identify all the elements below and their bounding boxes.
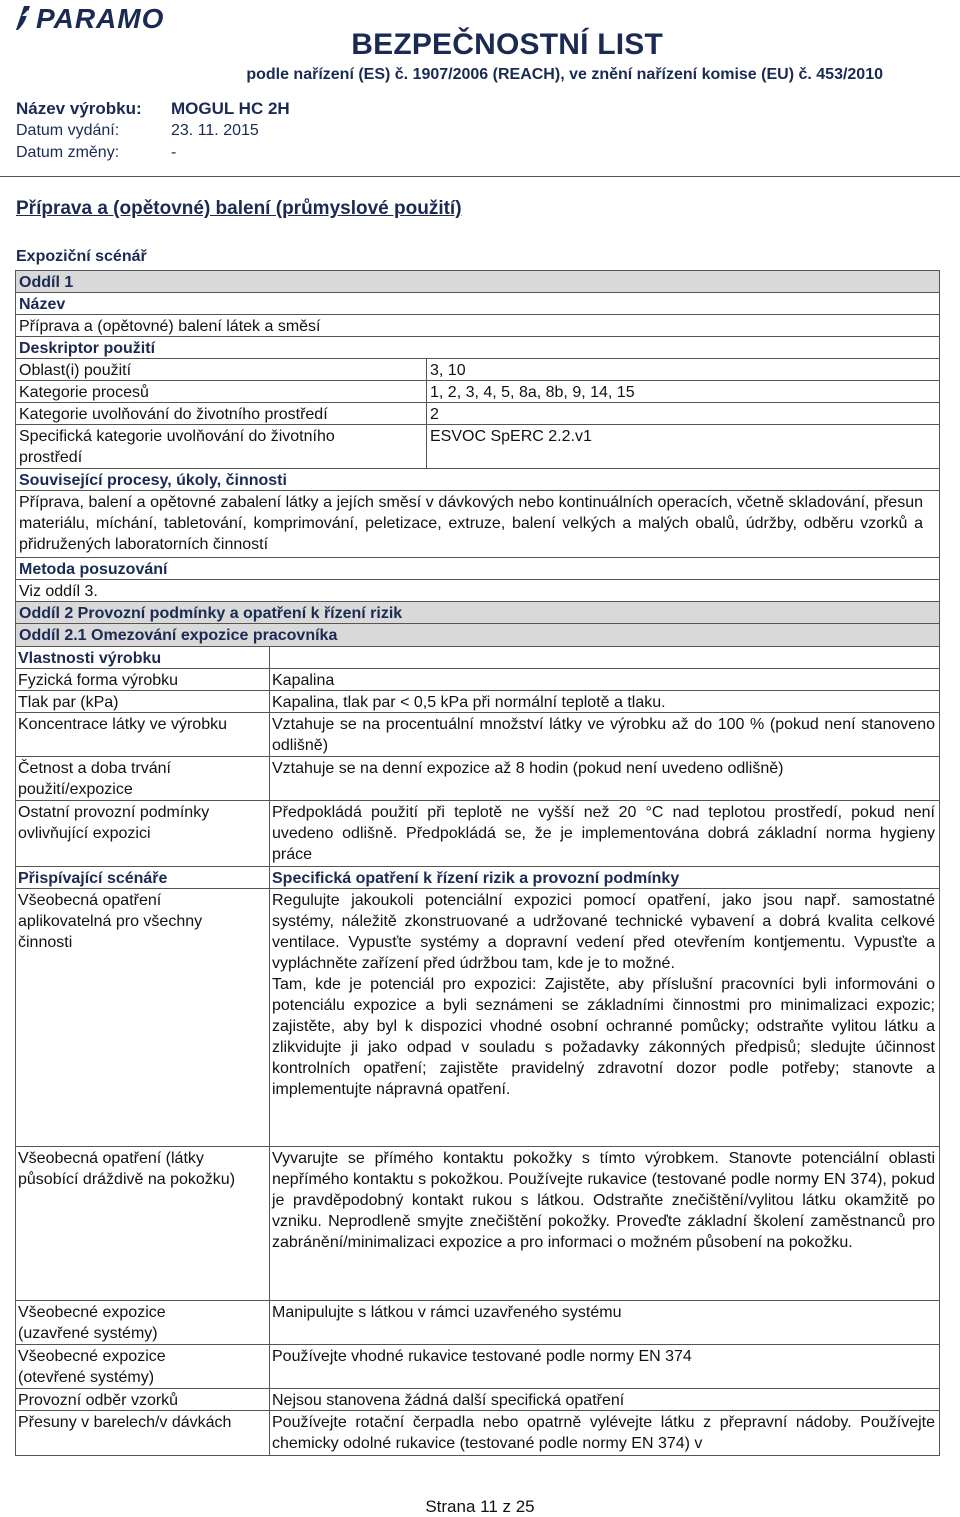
process-category-label: Kategorie procesů <box>19 384 149 401</box>
general-measures-label: Všeobecná opatření aplikovatelná pro všechny činnosti <box>18 892 203 951</box>
sampling-text: Nejsou stanovena žádná další specifická opatření <box>269 1389 939 1410</box>
change-date-label: Datum změny: <box>16 144 120 161</box>
table-row <box>15 1345 940 1389</box>
table-row <box>15 1411 940 1456</box>
transfers-text: Používejte rotační čerpadla nebo opatrně vylévejte látku z přepravní nádoby. Používejte chemicky odolné rukavice (testované podle normy EN 374) v <box>269 1411 939 1455</box>
properties-empty-cell <box>269 647 939 668</box>
part2-heading: Oddíl 2 Provozní podmínky a opatření k řízení rizik <box>19 605 403 622</box>
part2-subheading-row <box>15 624 940 647</box>
use-area-label: Oblast(i) použití <box>19 362 132 379</box>
method-label-row <box>15 558 940 580</box>
release-category-label: Kategorie uvolňování do životního prostředí <box>19 406 328 423</box>
table-row <box>15 691 940 713</box>
open-systems-text: Používejte vhodné rukavice testované podle normy EN 374 <box>269 1345 939 1388</box>
skin-measures-text: Vyvarujte se přímého kontaktu pokožky s tímto výrobkem. Stanovte potenciální oblasti nepřímého kontaktu s pokožkou. Používejte rukavice (testované podle normy EN 374), pokud je pravděpodobný kontakt rukou s látkou. Odstraňte znečištění/vylitou látku okamžitě po vzniku. Neprodleně smyjte znečištění pokožky. Proveďte základní školení zaměstnanců pro zabránění/minimalizaci expozice a pro informaci o možném působení na pokožku. <box>269 1147 939 1300</box>
table-row <box>15 1301 940 1345</box>
skin-measures-label: Všeobecná opatření (látky působící dráždivě na pokožku) <box>18 1150 236 1188</box>
table-row <box>15 713 940 757</box>
specific-release-label: Specifická kategorie uvolňování do životního prostředí <box>19 428 335 466</box>
method-value-row <box>15 580 940 602</box>
closed-systems-label: Všeobecné expozice (uzavřené systémy) <box>18 1304 166 1342</box>
scenario-label: Expoziční scénář <box>16 248 147 265</box>
general-measures-text-2: Tam, kde je potenciál pro expozici: Zajistěte, aby příslušní pracovníci byli informováni o potenciálu expozice a byli seznámeni se základními činnostmi pro minimalizaci expozic; zajistěte, aby byl k dispozici vhodné osobní ochranné pomůcky; odstraňte vylitou látku a zlikvidujte ji jako odpad v souladu s požadavky zákonných předpisů; sledujte účinnost kontrolních opatření; zajistěte pravidelný zdravotní dozor podle potřeby; stanovte a implementujte nápravná opatření. <box>272 976 935 1098</box>
vapour-pressure-value: Kapalina, tlak par < 0,5 kPa při normální teplotě a tlaku. <box>269 691 939 712</box>
related-label-row <box>15 469 940 491</box>
table-row <box>15 757 940 801</box>
table-row <box>15 359 940 381</box>
issue-date-label: Datum vydání: <box>16 122 120 139</box>
table-row <box>15 801 940 867</box>
change-date-row <box>16 142 290 164</box>
release-category-value: 2 <box>426 403 939 424</box>
table-row <box>15 669 940 691</box>
method-label: Metoda posuzování <box>19 561 168 578</box>
issue-date-value: 23. 11. 2015 <box>171 122 259 139</box>
part2-heading-row <box>15 602 940 624</box>
sampling-label: Provozní odběr vzorků <box>18 1392 179 1409</box>
concentration-label: Koncentrace látky ve výrobku <box>18 716 227 733</box>
header-divider <box>0 176 960 177</box>
open-systems-label: Všeobecné expozice (otevřené systémy) <box>18 1348 166 1386</box>
specific-release-value: ESVOC SpERC 2.2.v1 <box>426 425 939 468</box>
table-row <box>15 1147 940 1301</box>
logo-text: PARAMO <box>36 3 165 34</box>
properties-label: Vlastnosti výrobku <box>18 650 162 667</box>
general-measures-cell <box>269 889 939 1146</box>
name-label-row <box>15 293 940 315</box>
part2-subheading: Oddíl 2.1 Omezování expozice pracovníka <box>19 627 338 644</box>
change-date-value: - <box>171 144 177 161</box>
concentration-value: Vztahuje se na procentuální množství látky ve výrobku až do 100 % (pokud není stanoveno odlišně) <box>269 713 939 756</box>
exposure-scenario-table <box>15 270 940 1456</box>
product-row <box>16 98 290 120</box>
closed-systems-text: Manipulujte s látkou v rámci uzavřeného systému <box>269 1301 939 1344</box>
properties-label-row <box>15 647 940 669</box>
contributing-label: Přispívající scénáře <box>18 870 168 887</box>
contributing-header-row <box>15 867 940 889</box>
process-category-value: 1, 2, 3, 4, 5, 8a, 8b, 9, 14, 15 <box>426 381 939 402</box>
name-value-row <box>15 315 940 337</box>
document-title: BEZPEČNOSTNÍ LIST <box>351 28 663 61</box>
part1-heading-row <box>15 270 940 293</box>
table-row <box>15 381 940 403</box>
related-label: Související procesy, úkoly, činnosti <box>19 472 287 489</box>
frequency-value: Vztahuje se na denní expozice až 8 hodin (pokud není uvedeno odlišně) <box>269 757 939 800</box>
section-title: Příprava a (opětovné) balení (průmyslové použití) <box>16 198 462 219</box>
document-meta <box>16 98 290 164</box>
other-conditions-value: Předpokládá použití při teplotě ne vyšší než 20 °C nad teplotou prostředí, pokud není uvedeno odlišně. Předpokládá se, že je implementována dobrá základní norma hygieny práce <box>269 801 939 866</box>
name-value: Příprava a (opětovné) balení látek a směsí <box>19 318 321 335</box>
table-row <box>15 403 940 425</box>
table-row <box>15 1389 940 1411</box>
descriptor-label-row <box>15 337 940 359</box>
transfers-label: Přesuny v barelech/v dávkách <box>18 1414 232 1431</box>
part1-heading: Oddíl 1 <box>19 274 74 291</box>
product-value: MOGUL HC 2H <box>171 99 290 118</box>
other-conditions-label: Ostatní provozní podmínky ovlivňující expozici <box>18 804 210 842</box>
use-area-value: 3, 10 <box>426 359 939 380</box>
related-text: Příprava, balení a opětovné zabalení látky a jejích směsí v dávkových nebo kontinuálních operacích, včetně skladování, přesun materiálu, míchání, tabletování, komprimování, peletizace, extruze, balení velkých a malých obalů, údržby, odběru vzorků a přidružených laboratorních činností <box>19 494 923 553</box>
physical-form-value: Kapalina <box>269 669 939 690</box>
table-row <box>15 425 940 469</box>
issue-date-row <box>16 120 290 142</box>
regulation-reference: podle nařízení (ES) č. 1907/2006 (REACH), ve znění nařízení komise (EU) č. 453/2010 <box>246 66 883 83</box>
product-label: Název výrobku: <box>16 99 142 118</box>
vapour-pressure-label: Tlak par (kPa) <box>18 694 119 711</box>
table-row <box>15 889 940 1147</box>
related-text-row <box>15 491 940 558</box>
measures-label: Specifická opatření k řízení rizik a provozní podmínky <box>269 867 939 888</box>
frequency-label: Četnost a doba trvání použití/expozice <box>18 760 171 798</box>
general-measures-text: Regulujte jakoukoli potenciální expozici pomocí opatření, jako jsou např. samostatné systémy, náležitě zkonstruované a udržované technické vybavení a dobrá kvalita celkové ventilace. Vypusťte systémy a dopravní vedení před otevřením kontjementu. Vypusťte a vypláchněte zařízení před údržbou tam, kde je to možné. <box>272 892 935 972</box>
method-value: Viz oddíl 3. <box>19 583 98 600</box>
descriptor-label: Deskriptor použití <box>19 340 156 357</box>
name-label: Název <box>19 296 66 313</box>
page-number: Strana 11 z 25 <box>425 1497 535 1516</box>
physical-form-label: Fyzická forma výrobku <box>18 672 179 689</box>
